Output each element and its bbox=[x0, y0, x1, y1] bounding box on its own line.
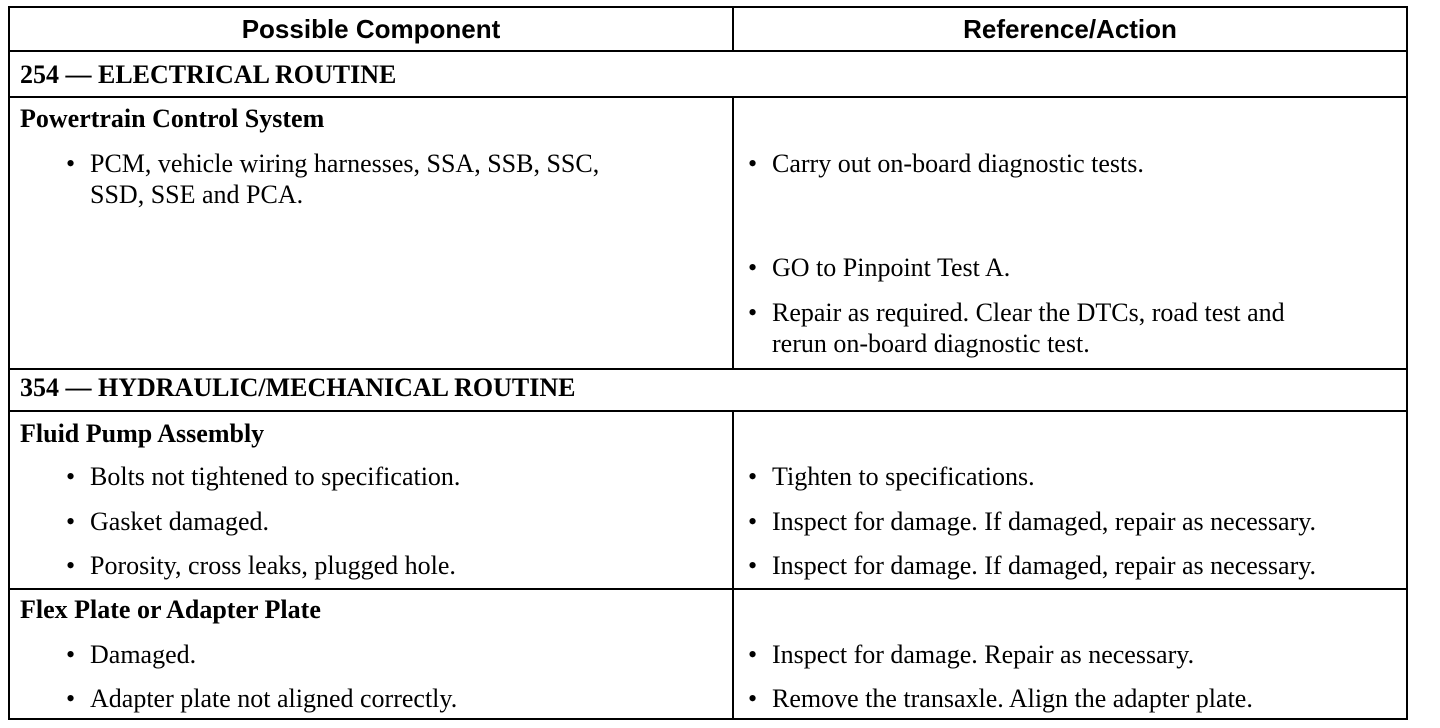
bullet-icon: • bbox=[748, 684, 758, 713]
row-divider bbox=[10, 588, 1406, 590]
component-item: • PCM, vehicle wiring harnesses, SSA, SSB, SSC, bbox=[66, 149, 600, 178]
bullet-icon: • bbox=[748, 253, 758, 282]
component-item: • Porosity, cross leaks, plugged hole. bbox=[66, 551, 456, 580]
row-divider bbox=[10, 410, 1406, 412]
section-title-electrical: 254 — ELECTRICAL ROUTINE bbox=[20, 60, 397, 89]
component-item: • Adapter plate not aligned correctly. bbox=[66, 684, 458, 713]
action-item: • Inspect for damage. If damaged, repair as necessary. bbox=[748, 551, 1317, 580]
component-item: • Bolts not tightened to specification. bbox=[66, 462, 461, 491]
action-item: • Remove the transaxle. Align the adapter plate. bbox=[748, 684, 1253, 713]
action-item: • Carry out on-board diagnostic tests. bbox=[748, 149, 1144, 178]
header-reference-action: Reference/Action bbox=[963, 14, 1177, 44]
component-item-continuation: SSD, SSE and PCA. bbox=[90, 180, 304, 209]
column-divider bbox=[732, 410, 734, 720]
row-divider bbox=[10, 368, 1406, 370]
bullet-icon: • bbox=[66, 640, 76, 669]
bullet-icon: • bbox=[66, 149, 76, 178]
bullet-icon: • bbox=[748, 149, 758, 178]
diagnostic-table bbox=[8, 6, 1408, 720]
bullet-icon: • bbox=[748, 298, 758, 327]
group-flex-plate-or-adapter-plate: Flex Plate or Adapter Plate bbox=[20, 595, 321, 624]
group-fluid-pump-assembly: Fluid Pump Assembly bbox=[20, 419, 265, 448]
table-header-row bbox=[10, 8, 1406, 52]
column-divider bbox=[732, 8, 734, 52]
section-title-hydraulic-mechanical: 354 — HYDRAULIC/MECHANICAL ROUTINE bbox=[20, 373, 576, 402]
bullet-icon: • bbox=[66, 684, 76, 713]
action-item: • Inspect for damage. If damaged, repair as necessary. bbox=[748, 507, 1317, 536]
component-item: • Damaged. bbox=[66, 640, 197, 669]
bullet-icon: • bbox=[748, 640, 758, 669]
action-item: • Inspect for damage. Repair as necessary. bbox=[748, 640, 1195, 669]
action-item: • Repair as required. Clear the DTCs, road test and bbox=[748, 298, 1285, 327]
column-divider bbox=[732, 96, 734, 368]
action-item-continuation: rerun on-board diagnostic test. bbox=[772, 329, 1090, 358]
bullet-icon: • bbox=[748, 551, 758, 580]
bullet-icon: • bbox=[66, 462, 76, 491]
component-item: • Gasket damaged. bbox=[66, 507, 270, 536]
group-powertrain-control-system: Powertrain Control System bbox=[20, 104, 325, 133]
bullet-icon: • bbox=[748, 507, 758, 536]
bullet-icon: • bbox=[66, 551, 76, 580]
action-item: • GO to Pinpoint Test A. bbox=[748, 253, 1011, 282]
bullet-icon: • bbox=[66, 507, 76, 536]
bullet-icon: • bbox=[748, 462, 758, 491]
row-divider bbox=[10, 96, 1406, 98]
header-possible-component: Possible Component bbox=[241, 14, 501, 44]
action-item: • Tighten to specifications. bbox=[748, 462, 1035, 491]
